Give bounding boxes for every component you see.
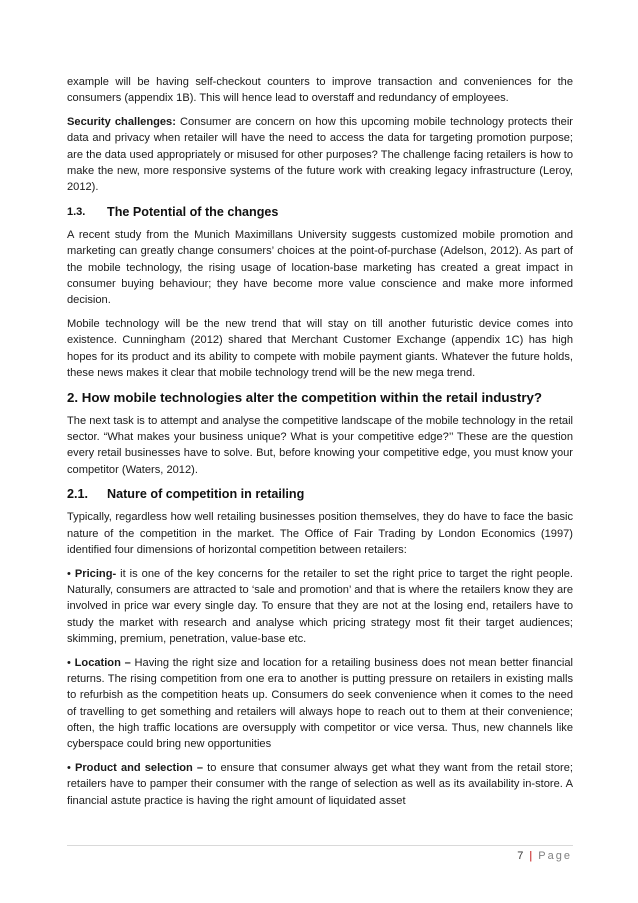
security-challenges-label: Security challenges: — [67, 116, 176, 129]
bullet-product-selection: • Product and selection – to ensure that consumer always get what they want from the retail store; retailers have to pamper their consumer with the range of selection as well as its availability in-store. A financial astute practice is having the right amount of liquidated asset — [67, 762, 573, 807]
footer-separator: | — [529, 850, 533, 862]
location-label: Location – — [74, 656, 131, 669]
page-body — [67, 74, 573, 809]
paragraph-self-checkout: example will be having self-checkout counters to improve transaction and conveniences for the consumers (appendix 1B). This will hence lead to overstaff and redundancy of employees. — [67, 76, 573, 105]
page-number: 7 — [517, 850, 524, 862]
page-label: Page — [538, 850, 572, 862]
heading-1-3 — [67, 203, 573, 221]
heading-1-3-title: The Potential of the changes — [107, 205, 279, 220]
bullet-icon: • — [67, 656, 71, 669]
heading-1-3-number: 1.3. — [67, 206, 86, 219]
paragraph-nature-of-competition: Typically, regardless how well retailing businesses position themselves, they do have to face the basic nature of the competition in the market. The Office of Fair Trading by London Economics (1997) identified four dimensions of horizontal competition between retailers: — [67, 511, 573, 557]
product-selection-label: Product and selection – — [74, 762, 204, 775]
bullet-icon: • — [67, 762, 71, 775]
paragraph-security-challenges: Security challenges: Consumer are concern on how this upcoming mobile technology protects their data and privacy when retailer will have the need to access the data for targeting promotion purpose; are the data used appropriately or misused for other purposes? The challenge facing retailers is how to make the new, more responsive systems of the future work with creaking legacy infrastructure (Leroy, 2012). — [67, 116, 573, 194]
paragraph-competitive-landscape: The next task is to attempt and analyse the competitive landscape of the mobile technology in the retail sector. “What makes your business unique? What is your competitive edge?’’ These are the question every retail businesses have to solve. But, before knowing your competitive edge, you must know your competitor (Waters, 2012). — [67, 414, 573, 476]
bullet-location: • Location – Having the right size and location for a retailing business does not mean better financial returns. The rising competition from one era to another is putting pressure on retailers in existing malls to refurbish as the competition heats up. Consumers do seek convenience when it comes to the need of travelling to get something and retailers will always hope to reach out to them at their convenience; often, the high traffic locations are oversupply with competitor or vice versa. Thus, new channels like cyberspace could bring new opportunities — [67, 656, 573, 751]
bullet-pricing: • Pricing- it is one of the key concerns for the retailer to set the right price to target the right people. Naturally, consumers are attracted to ‘sale and promotion’ and that is where the retailers know they are involved in price war every single day. To ensure that they are not at the losing end, retailers have to study the market with research and analyse which pricing strategy most fit their target audiences; skimming, premium, penetration, value-base etc. — [67, 567, 573, 646]
heading-2-1-number: 2.1. — [67, 487, 89, 502]
footer-divider — [67, 845, 573, 846]
heading-2: 2. How mobile technologies alter the competition within the retail industry? — [67, 389, 543, 405]
pricing-label: Pricing- — [74, 567, 117, 580]
paragraph-mobile-trend: Mobile technology will be the new trend that will stay on till another futuristic device comes into existence. Cunningham (2012) shared that Merchant Customer Exchange (appendix 1C) has high hopes for its product and its ability to compete with mobile payment giants. Whatever the future holds, these news makes it clear that mobile technology trend will be the new mega trend. — [67, 318, 573, 379]
heading-2-1-title: Nature of competition in retailing — [107, 487, 305, 502]
paragraph-munich-study: A recent study from the Munich Maximillans University suggests customized mobile promotion and marketing can greatly change consumers’ choices at the point-of-purchase (Adelson, 2012). As part of the mobile technology, the rising usage of location-base marketing has created a great impact in consumer buying behaviour; they have become more value conscience and make more informed decision. — [67, 229, 573, 307]
bullet-icon: • — [67, 567, 71, 580]
heading-2-1 — [67, 485, 573, 503]
page-footer — [517, 850, 572, 862]
